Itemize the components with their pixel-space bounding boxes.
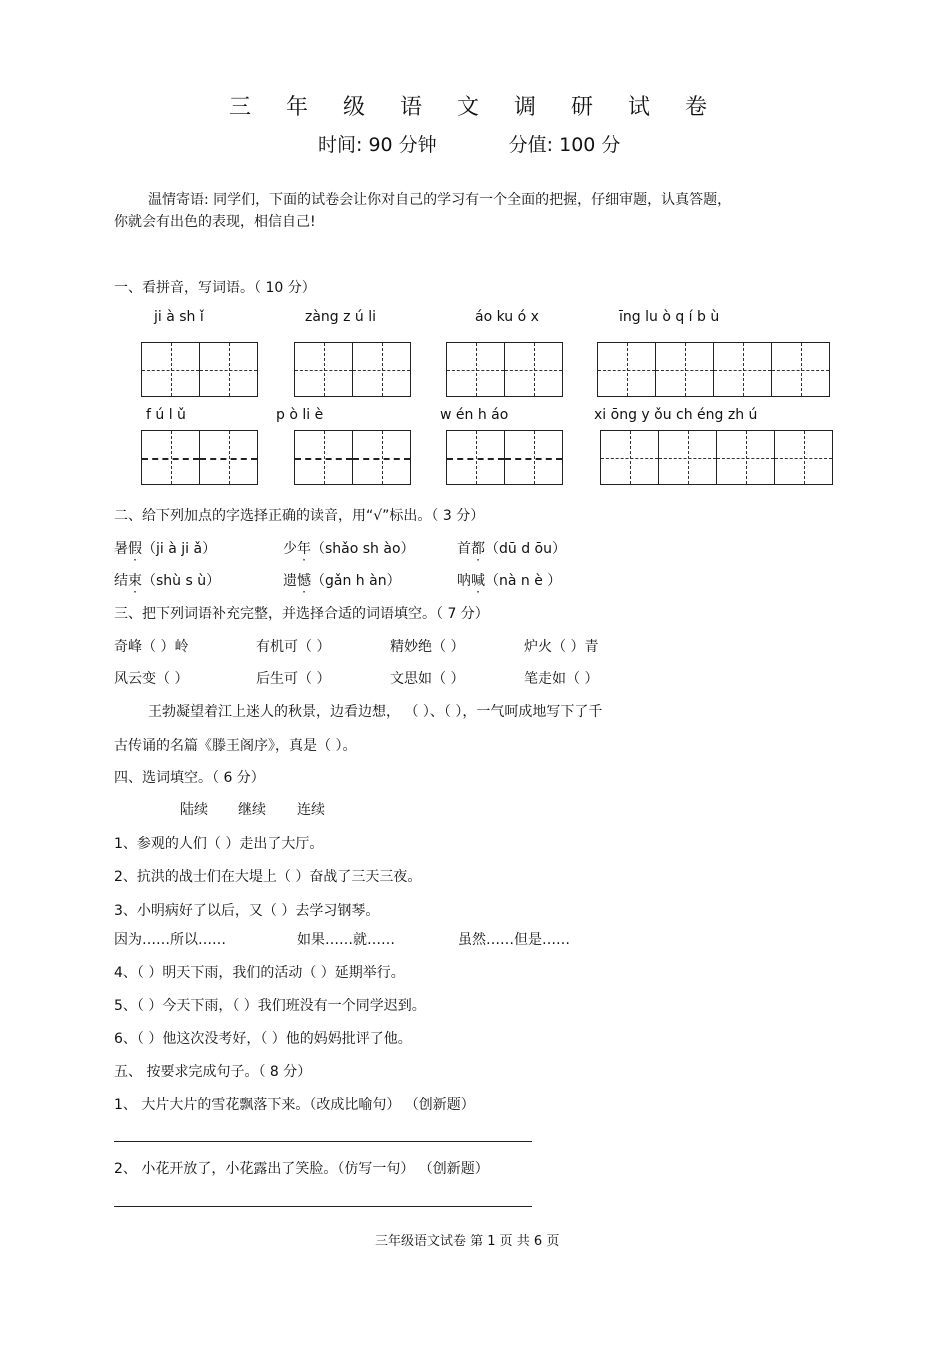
conjunction-choice-1: 因为……所以…… [114, 932, 226, 948]
greeting-line-1: 温情寄语: 同学们，下面的试卷会让你对自己的学习有一个全面的把握，仔细审题，认真答题， [148, 192, 732, 208]
question-5-2: 2、 小花开放了，小花露出了笑脸。（仿写一句） （创新题） [114, 1161, 489, 1177]
section-4-title: 四、选词填空。（ 6 分） [114, 770, 265, 786]
conjunction-choice-3: 虽然……但是…… [458, 932, 570, 948]
answer-line-1[interactable] [114, 1141, 532, 1142]
reading-item-6: 呐喊（nà n è ） [457, 573, 562, 589]
question-4-1: 1、参观的人们（ ）走出了大厅。 [114, 836, 324, 852]
fill-paragraph-1: 王勃凝望着江上迷人的秋景，边看边想， （ ）、（ ），一气呵成地写下了千 [148, 704, 603, 720]
pinyin-6: p ò li è [276, 407, 324, 423]
idiom-2: 有机可（ ） [256, 639, 331, 655]
tian-grid-1[interactable] [141, 342, 257, 397]
reading-item-5: 遗憾（gǎn h àn） [283, 573, 401, 589]
exam-meta [318, 130, 620, 157]
exam-score: 分值: 100 分 [508, 134, 621, 156]
word-choice-3: 连续 [297, 802, 325, 818]
conjunction-choice-2: 如果……就…… [297, 932, 395, 948]
question-4-4: 4、（ ）明天下雨，我们的活动（ ）延期举行。 [114, 965, 405, 981]
tian-grid-5[interactable] [141, 430, 257, 485]
exam-time: 时间: 90 分钟 [318, 134, 437, 156]
reading-item-3: 首都（dū d ōu） [457, 541, 566, 557]
tian-grid-8[interactable] [600, 430, 832, 485]
page-footer: 三年级语文试卷 第 1 页 共 6 页 [375, 1234, 560, 1249]
answer-line-2[interactable] [114, 1206, 532, 1207]
pinyin-5: f ú l ǔ [146, 407, 186, 423]
tian-grid-6[interactable] [294, 430, 410, 485]
reading-item-4: 结束（shù s ù） [114, 573, 221, 589]
fill-paragraph-2: 古传诵的名篇《滕王阁序》，真是（ ）。 [114, 738, 357, 754]
pinyin-1: ji à sh ǐ [154, 309, 204, 325]
idiom-4: 炉火（ ）青 [524, 639, 599, 655]
pinyin-4: īng lu ò q í b ù [619, 309, 720, 325]
reading-item-2: 少年（shǎo sh ào） [283, 541, 415, 557]
idiom-3: 精妙绝（ ） [390, 639, 465, 655]
pinyin-8: xi ōng y ǒu ch éng zh ú [594, 407, 758, 423]
tian-grid-3[interactable] [446, 342, 562, 397]
word-choice-1: 陆续 [180, 802, 208, 818]
question-4-3: 3、小明病好了以后，又（ ）去学习钢琴。 [114, 903, 380, 919]
tian-grid-4[interactable] [597, 342, 829, 397]
question-5-1: 1、 大片大片的雪花飘落下来。（改成比喻句） （创新题） [114, 1097, 475, 1113]
idiom-1: 奇峰（ ）岭 [114, 639, 189, 655]
section-1-title: 一、看拼音，写词语。（ 10 分） [114, 280, 316, 296]
idiom-7: 文思如（ ） [390, 671, 465, 687]
pinyin-7: w én h áo [440, 407, 509, 423]
section-3-title: 三、把下列词语补充完整，并选择合适的词语填空。（ 7 分） [114, 606, 489, 622]
idiom-5: 风云变（ ） [114, 671, 189, 687]
question-4-5: 5、（ ）今天下雨，（ ）我们班没有一个同学迟到。 [114, 998, 426, 1014]
reading-item-1: 暑假（ji à ji ǎ） [114, 541, 217, 557]
pinyin-2: zàng z ú li [305, 309, 377, 325]
exam-title: 三 年 级 语 文 调 研 试 卷 [229, 95, 721, 120]
idiom-8: 笔走如（ ） [524, 671, 599, 687]
pinyin-3: áo ku ó x [475, 309, 539, 325]
tian-grid-2[interactable] [294, 342, 410, 397]
word-choice-2: 继续 [238, 802, 266, 818]
section-5-title: 五、 按要求完成句子。（ 8 分） [114, 1064, 312, 1080]
section-2-title: 二、给下列加点的字选择正确的读音，用“√”标出。（ 3 分） [114, 508, 485, 524]
question-4-2: 2、抗洪的战士们在大堤上（ ）奋战了三天三夜。 [114, 869, 422, 885]
idiom-6: 后生可（ ） [256, 671, 331, 687]
tian-grid-7[interactable] [446, 430, 562, 485]
greeting-line-2: 你就会有出色的表现，相信自己! [114, 214, 316, 230]
question-4-6: 6、（ ）他这次没考好，（ ）他的妈妈批评了他。 [114, 1031, 412, 1047]
